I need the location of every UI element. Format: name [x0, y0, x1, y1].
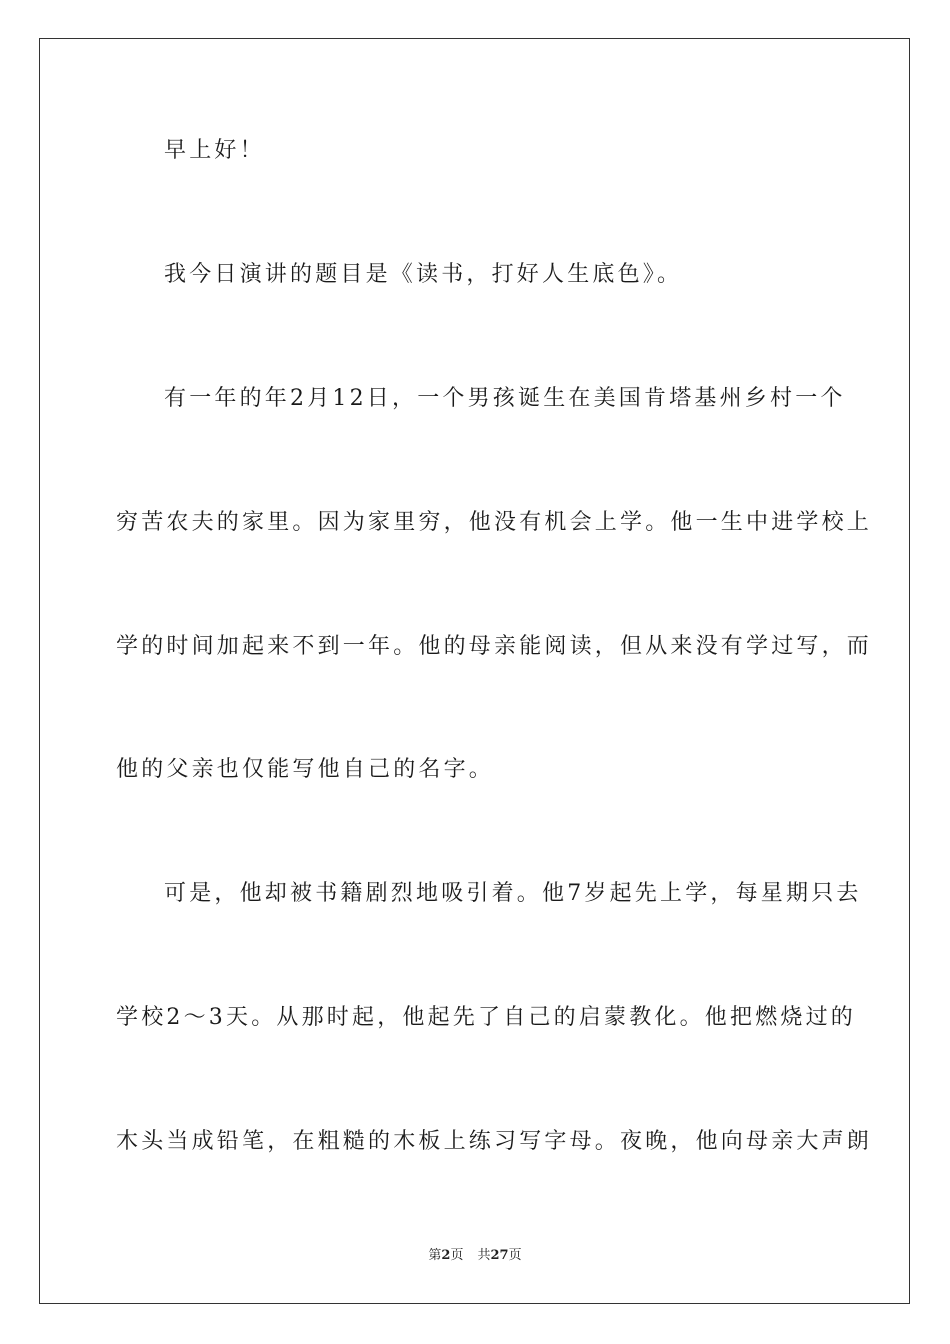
paragraph-line: 可是，他却被书籍剧烈地吸引着。他7岁起先上学，每星期只去: [164, 881, 862, 906]
greeting-line: 早上好！: [164, 138, 265, 163]
paragraph-line: 学的时间加起来不到一年。他的母亲能阅读，但从来没有学过写，而: [116, 634, 873, 659]
paragraph-line: 穷苦农夫的家里。因为家里穷，他没有机会上学。他一生中进学校上: [116, 510, 873, 535]
total-suffix: 页: [508, 1248, 522, 1263]
paragraph-line: 学校2～3天。从那时起，他起先了自己的启蒙教化。他把燃烧过的: [116, 1005, 856, 1030]
page-number: 2: [441, 1248, 451, 1263]
paragraph-line: 木头当成铅笔，在粗糙的木板上练习写字母。夜晚，他向母亲大声朗: [116, 1129, 873, 1154]
total-pages: 27: [490, 1248, 509, 1263]
page-footer: [0, 1247, 950, 1265]
paragraph-line: 有一年的年2月12日，一个男孩诞生在美国肯塔基州乡村一个: [164, 386, 846, 411]
speech-title-line: 我今日演讲的题目是《读书，打好人生底色》。: [164, 262, 683, 287]
page-suffix: 页: [450, 1248, 464, 1263]
page-border: [39, 38, 910, 1304]
total-prefix: 共: [477, 1248, 491, 1263]
paragraph-line: 他的父亲也仅能写他自己的名字。: [116, 757, 495, 782]
page-prefix: 第: [428, 1248, 442, 1263]
